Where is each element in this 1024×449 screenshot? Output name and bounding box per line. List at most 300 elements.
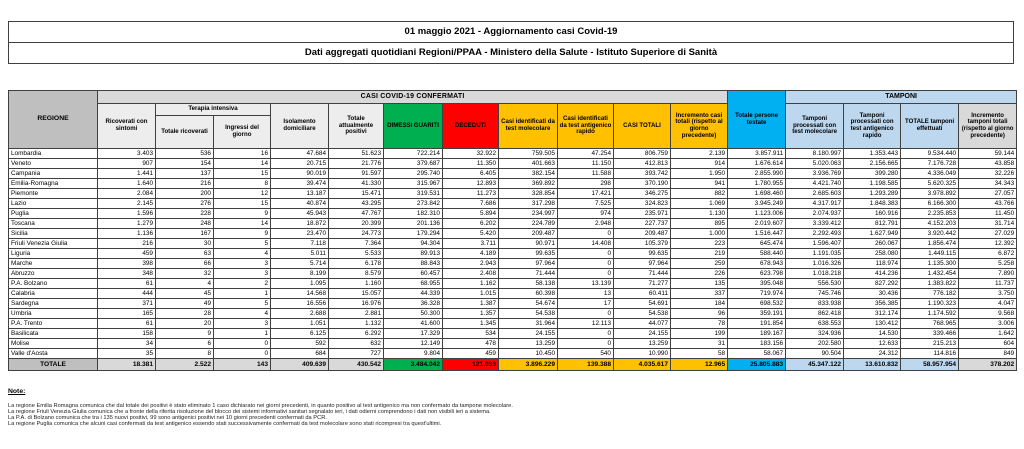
cell: 459 [98,249,156,259]
cell: 719.974 [728,289,786,299]
cell: 4 [214,249,271,259]
cell: 2 [214,279,271,289]
cell: 16.976 [329,299,384,309]
cell: 209.487 [614,229,671,239]
cell: 369.892 [499,179,558,189]
note-line: La regione Puglia comunica che alcuni casi confermati da test antigenico essendo stati successivamente confermati da test molecolare sono stati ricompresi tra quest'ultimi. [8,421,442,427]
table-row [9,209,1017,219]
cell: 20.399 [329,219,384,229]
cell: 273.842 [384,199,443,209]
cell: 32.226 [959,169,1017,179]
cell: 90.504 [786,349,844,359]
region-name: Friuli Venezia Giulia [9,239,98,249]
cell: 398 [98,259,156,269]
total-cell: 3.896.229 [499,359,558,371]
cell: 401.663 [499,159,558,169]
cell: 35 [98,349,156,359]
region-name: Toscana [9,219,98,229]
table-row [9,239,1017,249]
cell: 3.936.769 [786,169,844,179]
cell: 4.421.740 [786,179,844,189]
cell: 8.579 [329,269,384,279]
cell: 17.329 [384,329,443,339]
cell: 12.392 [959,239,1017,249]
cell: 540 [558,349,614,359]
cell: 30.436 [844,289,901,299]
cell: 11.150 [558,159,614,169]
table-row [9,219,1017,229]
notes-label: Note: [8,388,26,395]
table-row [9,279,1017,289]
cell: 0 [558,259,614,269]
note-line: La regione Friuli Venezia Giulia comunica che a fronte della riferita risoluzione del blocco dei sistemi informativi sanitari segnalato ieri, i dati odierni comprendono i dati non visibili ieri a sistema. [8,409,491,415]
table-row [9,259,1017,269]
cell: 31.714 [959,219,1017,229]
cell: 114.816 [901,349,959,359]
cell: 8.180.997 [786,149,844,159]
cell: 20 [156,319,214,329]
cell: 260.067 [844,239,901,249]
cell: 382.154 [499,169,558,179]
cell: 348 [98,269,156,279]
cell: 324.823 [614,199,671,209]
column-header-regione: REGIONE [9,91,98,149]
cell: 379.687 [384,159,443,169]
cell: 1.190.323 [901,299,959,309]
region-name: Piemonte [9,189,98,199]
cell: 849 [959,349,1017,359]
cell: 0 [214,349,271,359]
cell: 1.856.474 [901,239,959,249]
cell: 319.531 [384,189,443,199]
region-name: Umbria [9,309,98,319]
region-name: Calabria [9,289,98,299]
cell: 36.328 [384,299,443,309]
cell: 89.913 [384,249,443,259]
cell: 0 [558,249,614,259]
total-row [9,359,1017,371]
total-cell: 143 [214,359,271,371]
cell: 2.019.607 [728,219,786,229]
cell: 105.379 [614,239,671,249]
cell: 11.588 [558,169,614,179]
cell: 13.187 [271,189,329,199]
column-header-tamponi-molecolare: Tamponi processati con test molecolare [786,104,844,149]
cell: 12.113 [558,319,614,329]
cell: 1.095 [271,279,329,289]
cell: 6 [156,339,214,349]
cell: 182.310 [384,209,443,219]
report-title: 01 maggio 2021 - Aggiornamento casi Covid-19 [9,22,1013,43]
region-name: P.A. Trento [9,319,98,329]
cell: 227.737 [614,219,671,229]
table-row [9,269,1017,279]
cell: 47.254 [558,149,614,159]
cell: 4 [214,309,271,319]
cell: 28 [156,309,214,319]
cell: 165 [98,309,156,319]
cell: 0 [558,229,614,239]
column-header-tamponi-antigenico: Tamponi processati con test antigenico rapido [844,104,901,149]
cell: 215.213 [901,339,959,349]
cell: 15 [214,169,271,179]
cell: 96 [671,309,728,319]
cell: 201.136 [384,219,443,229]
cell: 45 [156,289,214,299]
total-cell: 121.033 [443,359,499,371]
cell: 632 [329,339,384,349]
cell: 160.916 [844,209,901,219]
total-cell: 18.381 [98,359,156,371]
cell: 50.300 [384,309,443,319]
cell: 3.978.892 [901,189,959,199]
cell: 4.317.917 [786,199,844,209]
cell: 63 [156,249,214,259]
total-cell: 4.035.617 [614,359,671,371]
cell: 3.750 [959,289,1017,299]
cell: 58.067 [728,349,786,359]
table-row [9,199,1017,209]
cell: 6.292 [329,329,384,339]
cell: 1.387 [443,299,499,309]
cell: 32.922 [443,149,499,159]
cell: 71.444 [614,269,671,279]
cell: 27.029 [959,229,1017,239]
table-body [9,149,1017,371]
cell: 1.069 [671,199,728,209]
cell: 9 [156,329,214,339]
cell: 14.408 [558,239,614,249]
cell: 8.199 [271,269,329,279]
cell: 1.198.585 [844,179,901,189]
cell: 2.074.937 [786,209,844,219]
table-row [9,189,1017,199]
table-row [9,159,1017,169]
total-cell: 378.202 [959,359,1017,371]
cell: 71.444 [499,269,558,279]
cell: 6.125 [271,329,329,339]
cell: 14 [214,159,271,169]
cell: 1.191.035 [786,249,844,259]
cell: 2.688 [271,309,329,319]
cell: 914 [671,159,728,169]
cell: 10.450 [499,349,558,359]
covid-data-table [8,90,1017,371]
total-cell: 13.610.832 [844,359,901,371]
cell: 44.077 [614,319,671,329]
column-header-isolamento: Isolamento domiciliare [271,104,329,149]
cell: 66 [156,259,214,269]
cell: 60.457 [384,269,443,279]
notes-lines [8,403,1016,427]
cell: 154 [156,159,214,169]
cell: 1.000 [671,229,728,239]
cell: 11.273 [443,189,499,199]
note-line: La P.A. di Bolzano comunica che tra i 135 nuovi positivi, 99 sono antigenici positivi nei 10 giorni precedenti confermati da PCR. [8,415,327,421]
cell: 768.965 [901,319,959,329]
cell: 8 [214,179,271,189]
table-row [9,289,1017,299]
cell: 51.623 [329,149,384,159]
cell: 94.304 [384,239,443,249]
cell: 99.635 [499,249,558,259]
cell: 1.015 [443,289,499,299]
cell: 43.858 [959,159,1017,169]
cell: 90.971 [499,239,558,249]
cell: 200 [156,189,214,199]
cell: 45.943 [271,209,329,219]
region-name: P.A. Bolzano [9,279,98,289]
cell: 0 [214,339,271,349]
cell: 2.145 [98,199,156,209]
cell: 5.258 [959,259,1017,269]
cell: 15 [214,199,271,209]
cell: 18.872 [271,219,329,229]
region-name: Campania [9,169,98,179]
cell: 15.471 [329,189,384,199]
cell: 6.178 [329,259,384,269]
cell: 6.405 [443,169,499,179]
report-subtitle: Dati aggregati quotidiani Regioni/PPAA - Ministero della Salute - Istituto Superiore di Sanità [304,47,718,58]
total-label: TOTALE [9,359,98,371]
cell: 1.353.443 [844,149,901,159]
region-name: Veneto [9,159,98,169]
cell: 1.279 [98,219,156,229]
region-name: Lazio [9,199,98,209]
cell: 226 [671,269,728,279]
cell: 199 [671,329,728,339]
cell: 1.357 [443,309,499,319]
cell: 1.123.006 [728,209,786,219]
cell: 806.759 [614,149,671,159]
region-name: Valle d'Aosta [9,349,98,359]
cell: 43.295 [329,199,384,209]
region-name: Liguria [9,249,98,259]
cell: 60.411 [614,289,671,299]
column-header-casi-molecolare: Casi identificati da test molecolare [499,104,558,149]
cell: 40.874 [271,199,329,209]
cell: 10.990 [614,349,671,359]
cell: 1.130 [671,209,728,219]
table-row [9,169,1017,179]
cell: 359.191 [728,309,786,319]
cell: 135 [671,279,728,289]
cell: 7.364 [329,239,384,249]
cell: 346.275 [614,189,671,199]
cell: 317.298 [499,199,558,209]
cell: 235.971 [614,209,671,219]
cell: 298 [558,179,614,189]
cell: 61 [98,319,156,329]
cell: 99.635 [614,249,671,259]
cell: 1.698.460 [728,189,786,199]
cell: 2.235.853 [901,209,959,219]
cell: 14.568 [271,289,329,299]
cell: 2.685.603 [786,189,844,199]
cell: 130.412 [844,319,901,329]
cell: 776.182 [901,289,959,299]
cell: 3 [214,269,271,279]
cell: 71.277 [614,279,671,289]
region-name: Basilicata [9,329,98,339]
cell: 47.684 [271,149,329,159]
cell: 58.138 [499,279,558,289]
cell: 722.214 [384,149,443,159]
cell: 258.080 [844,249,901,259]
table-row [9,329,1017,339]
cell: 12.893 [443,179,499,189]
cell: 412.813 [614,159,671,169]
cell: 219 [671,249,728,259]
cell: 2.292.493 [786,229,844,239]
note-line: La regione Emilia Romagna comunica che dal totale dei positivi è stato eliminato 1 caso dichiarato nei giorni precedenti, in quanto positivo al test antigenico ma non confermato da tampone molecolare. [8,403,513,409]
cell: 2.156.665 [844,159,901,169]
cell: 32 [156,269,214,279]
region-name: Sicilia [9,229,98,239]
cell: 61 [98,279,156,289]
cell: 556.530 [786,279,844,289]
cell: 1.596.407 [786,239,844,249]
cell: 1.051 [271,319,329,329]
table-row [9,179,1017,189]
cell: 444 [98,289,156,299]
cell: 678.943 [728,259,786,269]
cell: 1.596 [98,209,156,219]
cell: 5 [214,299,271,309]
cell: 623.798 [728,269,786,279]
cell: 0 [558,269,614,279]
table-row [9,339,1017,349]
cell: 2.408 [443,269,499,279]
cell: 1.016.326 [786,259,844,269]
cell: 1.132 [329,319,384,329]
cell: 13 [558,289,614,299]
cell: 1.136 [98,229,156,239]
cell: 11.350 [443,159,499,169]
cell: 1.293.289 [844,189,901,199]
cell: 1.627.949 [844,229,901,239]
cell: 54.674 [499,299,558,309]
band-tamponi: TAMPONI [786,91,1017,104]
cell: 68.955 [384,279,443,289]
cell: 684 [271,349,329,359]
cell: 1 [214,329,271,339]
cell: 0 [558,309,614,319]
cell: 312.174 [844,309,901,319]
cell: 12.149 [384,339,443,349]
total-cell: 139.388 [558,359,614,371]
column-header-deceduti: DECEDUTI [443,104,499,149]
cell: 248 [156,219,214,229]
region-name: Sardegna [9,299,98,309]
total-cell: 58.957.954 [901,359,959,371]
total-cell: 3.484.042 [384,359,443,371]
cell: 88.843 [384,259,443,269]
cell: 216 [98,239,156,249]
cell: 14 [214,219,271,229]
cell: 1.848.383 [844,199,901,209]
cell: 5.011 [271,249,329,259]
cell: 645.474 [728,239,786,249]
cell: 259 [671,259,728,269]
total-cell: 25.805.883 [728,359,786,371]
cell: 759.505 [499,149,558,159]
cell: 1.780.955 [728,179,786,189]
column-header-persone-testate: Totale persone testate [728,91,786,149]
cell: 3.945.249 [728,199,786,209]
band-casi-confermati: CASI COVID-19 CONFERMATI [98,91,728,104]
cell: 370.190 [614,179,671,189]
cell: 44.339 [384,289,443,299]
region-name: Puglia [9,209,98,219]
cell: 17 [558,299,614,309]
region-name: Emilia-Romagna [9,179,98,189]
cell: 356.385 [844,299,901,309]
cell: 3.711 [443,239,499,249]
cell: 11.450 [959,209,1017,219]
cell: 1.018.218 [786,269,844,279]
table-row [9,299,1017,309]
cell: 1.449.115 [901,249,959,259]
cell: 7.890 [959,269,1017,279]
cell: 118.974 [844,259,901,269]
cell: 5.714 [271,259,329,269]
cell: 907 [98,159,156,169]
cell: 54.538 [614,309,671,319]
cell: 2.948 [558,219,614,229]
cell: 60.398 [499,289,558,299]
cell: 224.789 [499,219,558,229]
cell: 941 [671,179,728,189]
cell: 1.441 [98,169,156,179]
cell: 395.048 [728,279,786,289]
cell: 14.530 [844,329,901,339]
cell: 1.642 [959,329,1017,339]
cell: 1.516.447 [728,229,786,239]
cell: 2.943 [443,259,499,269]
cell: 13.259 [499,339,558,349]
cell: 339.466 [901,329,959,339]
cell: 15.057 [329,289,384,299]
cell: 9.568 [959,309,1017,319]
table-row [9,149,1017,159]
column-header-totale-tamponi: TOTALE tamponi effettuati [901,104,959,149]
cell: 7.686 [443,199,499,209]
cell: 592 [271,339,329,349]
cell: 24.155 [614,329,671,339]
column-header-casi-antigenico: Casi identificati da test antigenico rapido [558,104,614,149]
table-row [9,349,1017,359]
cell: 20.715 [271,159,329,169]
region-name: Marche [9,259,98,269]
cell: 7.118 [271,239,329,249]
cell: 1.135.300 [901,259,959,269]
cell: 41.330 [329,179,384,189]
cell: 13.259 [614,339,671,349]
column-header-totale-ricoverati: Totale ricoverati [156,116,214,149]
table-row [9,229,1017,239]
cell: 3 [214,259,271,269]
cell: 862.418 [786,309,844,319]
cell: 24.155 [499,329,558,339]
cell: 3.857.911 [728,149,786,159]
cell: 183.156 [728,339,786,349]
cell: 6.166.300 [901,199,959,209]
cell: 4.336.049 [901,169,959,179]
cell: 1.640 [98,179,156,189]
cell: 6.202 [443,219,499,229]
total-cell: 430.542 [329,359,384,371]
